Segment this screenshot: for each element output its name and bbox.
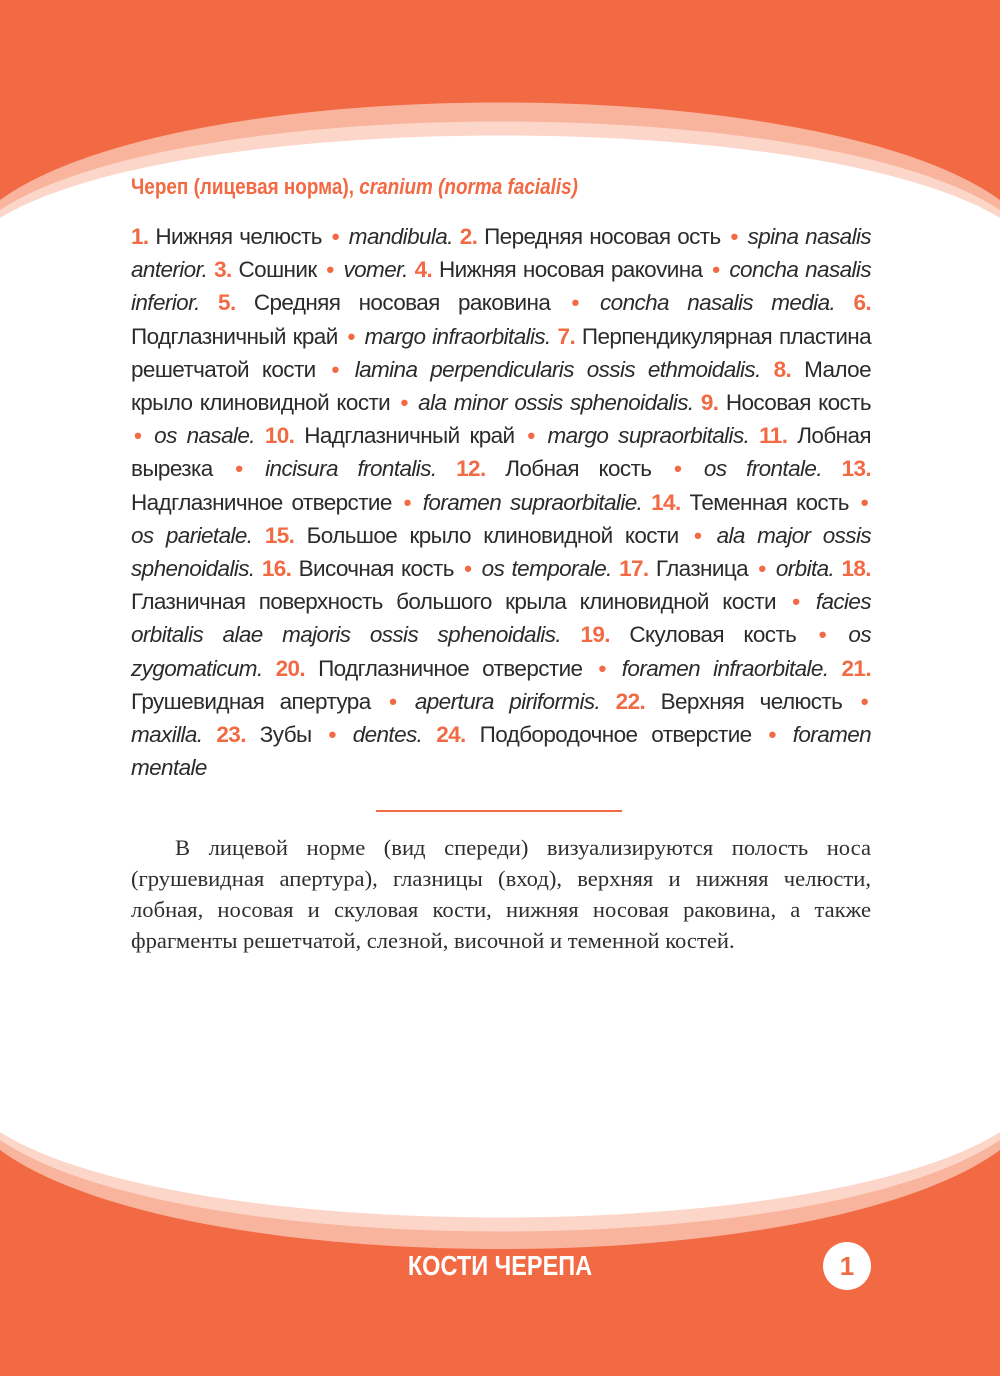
term-number: 24.	[436, 722, 466, 748]
term-russian: Подбородочное отверстие	[479, 722, 752, 748]
description-paragraph: В лицевой норме (вид спереди) визуализируются полость носа (грушевидная апертура), глазницы (вход), верхняя и нижняя челюсти, лобная, носовая и скуловая кости, нижняя носовая раковина, а также фрагменты решетчатой, слезной, височной и теменной костей.	[131, 835, 871, 954]
bullet-dot-icon: •	[598, 655, 606, 681]
bullet-dot-icon: •	[400, 390, 408, 416]
term-latin: incisura frontalis.	[265, 456, 437, 482]
bullet-dot-icon: •	[464, 556, 472, 582]
term-latin: os parietale.	[131, 522, 253, 548]
term-number: 16.	[261, 556, 292, 582]
term-russian: Надглазничное отверстие	[131, 489, 392, 515]
term-number: 15.	[264, 522, 295, 548]
term-russian: Зубы	[259, 722, 312, 748]
term-latin: os frontale.	[703, 456, 822, 482]
bullet-dot-icon: •	[235, 456, 243, 482]
term-number: 14.	[651, 489, 681, 515]
term-russian: Подглазничный край	[131, 323, 338, 349]
term-latin: os nasale.	[154, 423, 255, 449]
term-russian: Нижняя челюсть	[155, 224, 322, 249]
term-russian: Лобная вырезка	[131, 423, 871, 482]
term-latin: concha nasalis inferior.	[131, 257, 871, 316]
term-russian: Подглазничное отверстие	[318, 655, 583, 681]
term-latin: margo supraorbitalis.	[547, 423, 750, 449]
title-russian: Череп (лицевая норма),	[131, 174, 355, 199]
term-number: 7.	[557, 323, 576, 349]
term-number: 13.	[841, 456, 872, 482]
bullet-dot-icon: •	[389, 688, 397, 714]
term-russian: Передняя носовая ость	[484, 224, 721, 249]
term-latin: os zygomaticum.	[131, 622, 871, 681]
term-number: 2.	[459, 224, 478, 249]
content-area	[131, 170, 871, 956]
term-latin: apertura piriformis.	[414, 688, 601, 714]
term-russian: Малое крыло клиновидной кости	[131, 356, 872, 416]
term-item	[214, 257, 408, 282]
bullet-dot-icon: •	[328, 722, 336, 748]
term-russian: Грушевидная апертура	[131, 688, 371, 714]
term-russian: Нижняя носовая ракоvина	[439, 257, 703, 283]
bullet-dot-icon: •	[403, 489, 411, 515]
term-russian: Височная кость	[298, 556, 454, 582]
term-latin: foramen mentale	[131, 722, 872, 781]
bullet-dot-icon: •	[758, 556, 766, 582]
term-number: 23.	[216, 722, 246, 748]
term-russian: Скуловая кость	[629, 622, 797, 648]
term-number: 18.	[841, 556, 871, 582]
bullet-dot-icon: •	[860, 688, 868, 714]
term-latin: concha nasalis media.	[600, 290, 836, 316]
page-number: 1	[839, 1250, 855, 1281]
footer-section-title: КОСТИ ЧЕРЕПА	[407, 1250, 593, 1281]
term-latin: foramen infraorbitale.	[621, 655, 829, 681]
bullet-dot-icon: •	[331, 224, 339, 249]
bullet-dot-icon: •	[768, 722, 776, 748]
term-number: 21.	[841, 655, 871, 681]
term-latin: lamina perpendicularis ossis ethmoidalis.	[354, 356, 761, 382]
term-number: 17.	[619, 556, 649, 582]
term-latin: orbita.	[775, 556, 835, 582]
term-latin: margo infraorbitalis.	[364, 323, 551, 349]
term-item	[216, 722, 422, 747]
term-item	[265, 423, 749, 448]
term-item	[218, 290, 835, 315]
term-latin: facies orbitalis alae majoris ossis sphenoidalis.	[131, 589, 871, 648]
term-item	[131, 224, 453, 249]
bullet-dot-icon: •	[134, 423, 142, 449]
term-number: 12.	[456, 456, 486, 482]
term-number: 20.	[275, 655, 306, 681]
term-russian: Глазничная поверхность большого крыла клиновидной кости	[131, 589, 776, 615]
term-number: 5.	[218, 290, 236, 316]
bullet-dot-icon: •	[860, 489, 869, 515]
term-russian: Средняя носовая раковина	[253, 290, 551, 316]
term-russian: Глазница	[655, 556, 749, 582]
terms-list	[131, 220, 871, 784]
term-number: 8.	[773, 356, 792, 382]
term-latin: os temporale.	[481, 556, 612, 582]
bullet-dot-icon: •	[571, 290, 579, 316]
page-number-badge	[823, 1242, 871, 1290]
term-number: 22.	[615, 688, 646, 714]
term-number: 9.	[700, 390, 719, 416]
term-russian: Сошник	[238, 257, 317, 283]
term-russian: Теменная кость	[689, 489, 849, 515]
term-latin: vomer.	[343, 257, 408, 283]
bullet-dot-icon: •	[693, 522, 702, 548]
bullet-dot-icon: •	[674, 456, 682, 482]
term-latin: dentes.	[352, 722, 423, 748]
bullet-dot-icon: •	[730, 224, 738, 249]
term-latin: maxilla.	[131, 722, 203, 748]
bullet-dot-icon: •	[712, 257, 720, 283]
term-russian: Надглазничный край	[304, 423, 515, 449]
term-number: 6.	[853, 290, 872, 316]
bullet-dot-icon: •	[792, 589, 800, 615]
term-number: 11.	[759, 423, 788, 449]
section-title	[131, 170, 767, 204]
bullet-dot-icon: •	[818, 622, 826, 648]
bullet-dot-icon: •	[331, 356, 339, 382]
term-item	[262, 556, 612, 581]
term-russian: Носовая кость	[725, 390, 872, 416]
term-russian: Перпендикулярная пластина решетчатой кости	[131, 323, 872, 382]
term-russian: Верхняя челюсть	[660, 688, 843, 714]
bullet-dot-icon: •	[347, 323, 355, 349]
term-number: 1.	[131, 224, 149, 249]
term-russian: Большое крыло клиновидной кости	[306, 522, 679, 548]
title-latin: cranium (norma facialis)	[359, 174, 578, 199]
bullet-dot-icon: •	[326, 257, 334, 283]
term-russian: Лобная кость	[505, 456, 652, 482]
term-latin: foramen supraorbitalie.	[422, 489, 643, 515]
term-latin: spina nasalis anterior.	[131, 224, 872, 283]
term-number: 4.	[414, 257, 433, 283]
term-latin: mandibula.	[348, 224, 453, 249]
bullet-dot-icon: •	[527, 423, 535, 449]
term-item	[456, 456, 822, 481]
term-latin: ala major ossis sphenoidalis.	[131, 522, 871, 582]
divider-line	[376, 810, 622, 812]
term-number: 19.	[580, 622, 610, 648]
term-latin: ala minor ossis sphenoidalis.	[418, 390, 694, 416]
term-number: 3.	[214, 257, 232, 283]
term-item	[619, 556, 834, 581]
term-number: 10.	[264, 423, 295, 449]
term-item	[276, 656, 829, 681]
